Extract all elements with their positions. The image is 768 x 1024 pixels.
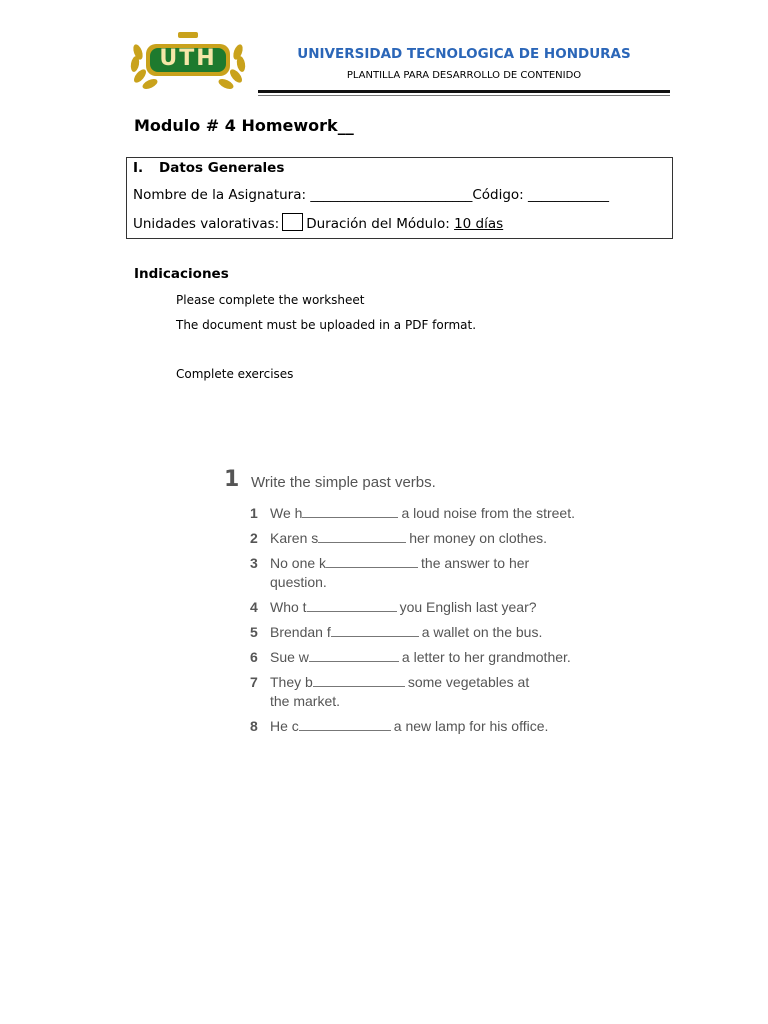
unidades-label: Unidades valorativas: xyxy=(133,216,280,232)
item-rest: a loud noise from the street. xyxy=(401,505,575,521)
answer-blank[interactable] xyxy=(318,530,406,543)
answer-blank[interactable] xyxy=(326,555,418,568)
item-prompt: We h xyxy=(270,505,303,521)
unidades-checkbox[interactable] xyxy=(282,213,303,231)
exercise-item xyxy=(250,718,548,734)
item-prompt: They b xyxy=(270,674,313,690)
indicacion-item: The document must be uploaded in a PDF format. xyxy=(176,318,477,332)
item-prompt: Sue w xyxy=(270,649,309,665)
unidades-line xyxy=(133,213,503,232)
header-rule xyxy=(258,90,670,93)
university-title: UNIVERSIDAD TECNOLOGICA DE HONDURAS xyxy=(297,46,631,62)
answer-blank[interactable] xyxy=(309,649,399,662)
asignatura-field[interactable]: Nombre de la Asignatura: ________________________ xyxy=(133,187,473,203)
duracion-value: 10 días xyxy=(454,216,504,232)
exercise-item xyxy=(250,624,542,640)
item-rest: a letter to her grandmother. xyxy=(401,649,571,665)
exercise-item xyxy=(250,505,575,521)
item-prompt: Who t xyxy=(270,599,307,615)
exercise-item xyxy=(250,530,547,546)
uth-logo xyxy=(128,30,248,92)
answer-blank[interactable] xyxy=(313,674,405,687)
duracion-label: Duración del Módulo: xyxy=(306,216,455,232)
item-number: 6 xyxy=(250,649,258,665)
indicacion-item: Please complete the worksheet xyxy=(176,293,365,307)
item-rest: some vegetables at xyxy=(407,674,530,690)
item-continuation: the market. xyxy=(270,693,341,709)
section-title: Datos Generales xyxy=(159,160,285,176)
item-number: 7 xyxy=(250,674,258,690)
datos-heading xyxy=(133,160,284,176)
item-number: 5 xyxy=(250,624,258,640)
exercise-item xyxy=(250,649,571,665)
item-prompt: Brendan f xyxy=(270,624,331,640)
item-prompt: Karen s xyxy=(270,530,319,546)
item-rest: the answer to her xyxy=(421,555,530,571)
header-rule-thin xyxy=(258,95,670,96)
codigo-field[interactable]: Código: ____________ xyxy=(472,187,610,203)
item-number: 2 xyxy=(250,530,258,546)
item-number: 8 xyxy=(250,718,258,734)
item-rest: you English last year? xyxy=(399,599,537,615)
exercise-item xyxy=(250,555,529,571)
item-rest: a wallet on the bus. xyxy=(421,624,543,640)
item-prompt: No one k xyxy=(270,555,327,571)
logo-text: UTH xyxy=(159,46,217,71)
datos-generales-box xyxy=(126,157,673,239)
exercise-item xyxy=(250,599,537,615)
section-number: I. xyxy=(133,160,144,176)
answer-blank[interactable] xyxy=(331,624,419,637)
asignatura-line xyxy=(133,187,609,203)
answer-blank[interactable] xyxy=(299,718,391,731)
item-number: 3 xyxy=(250,555,258,571)
answer-blank[interactable] xyxy=(302,505,398,518)
document-title: Modulo # 4 Homework__ xyxy=(134,116,354,135)
item-prompt: He c xyxy=(270,718,299,734)
template-subtitle: PLANTILLA PARA DESARROLLO DE CONTENIDO xyxy=(346,70,582,81)
indicaciones-heading: Indicaciones xyxy=(134,266,229,282)
indicacion-item: Complete exercises xyxy=(176,367,294,381)
exercise-number: 1 xyxy=(224,467,240,492)
item-rest: a new lamp for his office. xyxy=(393,718,549,734)
answer-blank[interactable] xyxy=(307,599,397,612)
item-continuation: question. xyxy=(270,574,327,590)
exercise-title: Write the simple past verbs. xyxy=(251,474,436,491)
item-number: 4 xyxy=(250,599,258,615)
item-rest: her money on clothes. xyxy=(409,530,547,546)
item-number: 1 xyxy=(250,505,258,521)
exercise-item xyxy=(250,674,529,690)
